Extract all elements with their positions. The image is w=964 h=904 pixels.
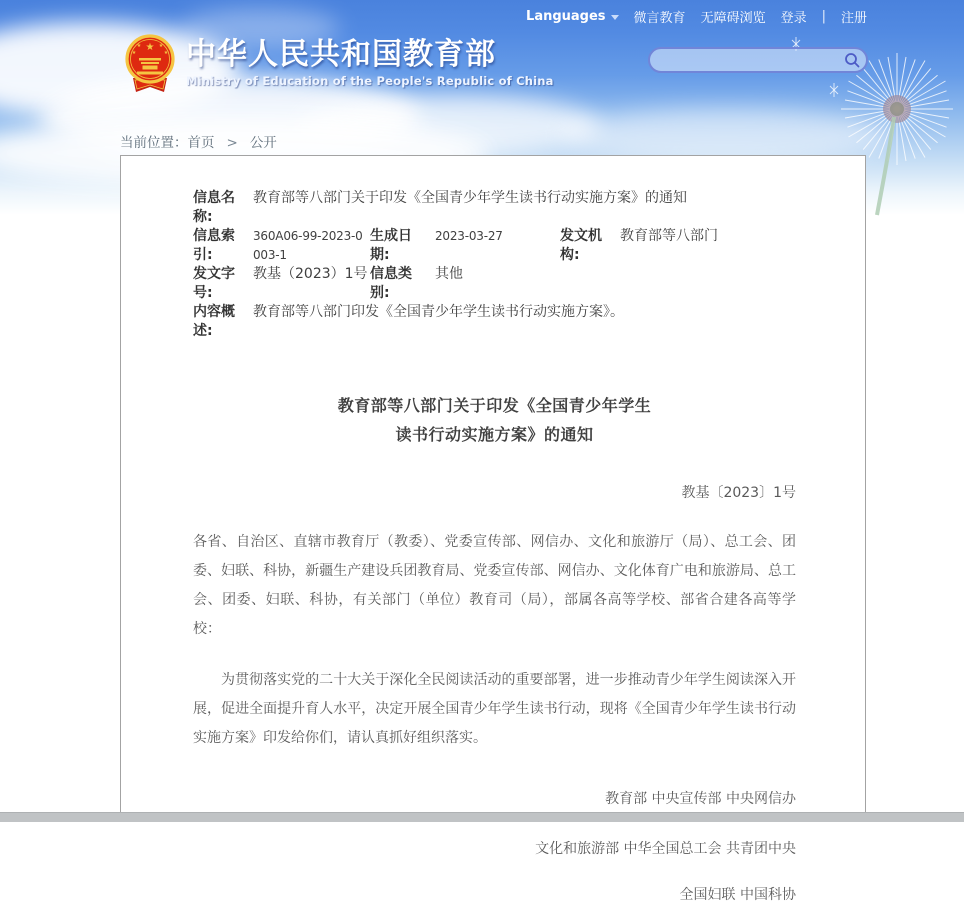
meta-index-label: 信息索引:	[193, 228, 235, 263]
languages-label: Languages	[526, 9, 606, 24]
svg-text:★: ★	[163, 50, 169, 56]
search-button[interactable]	[844, 49, 868, 71]
search-input[interactable]	[650, 49, 844, 71]
meta-docnum-value: 教基（2023）1号	[253, 266, 368, 282]
svg-text:★: ★	[136, 43, 142, 49]
signature-line-2: 文化和旅游部 中华全国总工会 共青团中央	[535, 841, 796, 857]
svg-text:★: ★	[145, 42, 155, 53]
meta-summary-label: 内容概述:	[193, 304, 235, 339]
search-icon	[844, 52, 860, 68]
divider: |	[821, 9, 826, 24]
meta-org-value: 教育部等八部门	[620, 228, 718, 244]
signature-line-3: 全国妇联 中国科协	[679, 887, 796, 903]
breadcrumb-separator: >	[226, 135, 238, 151]
addressee-paragraph: 各省、自治区、直辖市教育厅（教委）、党委宣传部、网信办、文化和旅游厅（局）、总工会、团委、妇联、科协，新疆生产建设兵团教育局、党委宣传部、网信办、文化体育广电和旅游局、总工会、团委、妇联、科协，有关部门（单位）教育司（局），部属各高等学校、部省合建各高等学校：	[193, 534, 796, 637]
svg-text:★: ★	[131, 50, 137, 56]
meta-name-label: 信息名称:	[193, 190, 235, 225]
link-register[interactable]: 注册	[840, 11, 867, 26]
breadcrumb-home-link[interactable]: 首页	[187, 135, 215, 151]
signature-line-1: 教育部 中央宣传部 中央网信办	[605, 791, 796, 807]
content-panel	[120, 155, 866, 903]
meta-date-value: 2023-03-27	[435, 229, 503, 243]
chevron-down-icon	[611, 15, 619, 20]
breadcrumb	[120, 131, 277, 151]
meta-org-label: 发文机构:	[560, 228, 602, 263]
link-login[interactable]: 登录	[780, 11, 807, 26]
meta-index-value: 360A06-99-2023-0003-1	[253, 229, 363, 262]
languages-menu[interactable]	[526, 9, 619, 24]
document-title-line2: 读书行动实施方案》的通知	[395, 425, 594, 444]
meta-type-label: 信息类别:	[370, 266, 412, 301]
document-title	[193, 391, 796, 449]
meta-docnum-label: 发文字号:	[193, 266, 235, 301]
site-header	[123, 34, 554, 96]
meta-date-label: 生成日期:	[370, 228, 412, 263]
meta-name-value: 教育部等八部门关于印发《全国青少年学生读书行动实施方案》的通知	[253, 190, 687, 206]
horizontal-scrollbar[interactable]	[0, 812, 964, 822]
site-title: 中华人民共和国教育部	[186, 37, 496, 72]
meta-summary-value: 教育部等八部门印发《全国青少年学生读书行动实施方案》。	[253, 304, 624, 320]
meta-type-value: 其他	[435, 266, 463, 282]
body-paragraph: 为贯彻落实党的二十大关于深化全民阅读活动的重要部署，进一步推动青少年学生阅读深入开展，促进全面提升育人水平，决定开展全国青少年学生读书行动，现将《全国青少年学生读书行动实施方案》印发给你们，请认真抓好组织落实。	[193, 672, 796, 746]
document-number: 教基〔2023〕1号	[681, 485, 796, 501]
top-navigation	[526, 7, 867, 26]
link-weiyan-jiaoyu[interactable]: 微言教育	[633, 11, 686, 26]
document-meta-table	[193, 189, 796, 341]
site-title-block	[186, 34, 554, 88]
svg-text:★: ★	[158, 43, 164, 49]
search-box	[648, 47, 868, 73]
link-accessibility[interactable]: 无障碍浏览	[700, 11, 766, 26]
national-emblem-logo	[123, 34, 177, 96]
document-title-line1: 教育部等八部门关于印发《全国青少年学生	[337, 396, 652, 415]
breadcrumb-label: 当前位置：	[120, 135, 188, 151]
site-subtitle: Ministry of Education of the People's Republic of China	[186, 74, 554, 88]
breadcrumb-current-link[interactable]: 公开	[249, 135, 277, 151]
